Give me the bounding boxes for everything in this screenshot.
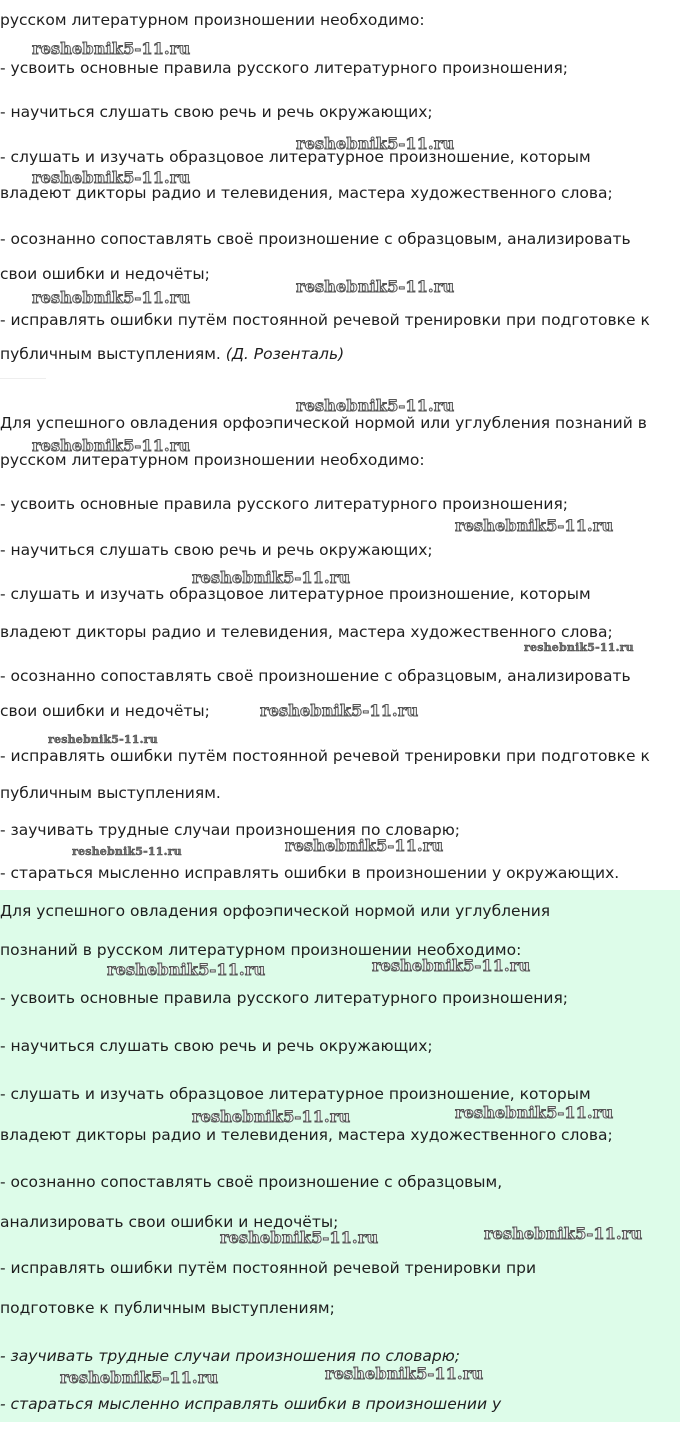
text-line: владеют дикторы радио и телевидения, мастера художественного слова;: [0, 623, 613, 641]
watermark: reshebnik5-11.ru: [524, 641, 634, 654]
source-citation: (Д. Розенталь): [225, 345, 345, 363]
watermark: reshebnik5-11.ru: [484, 1224, 643, 1243]
text-line: - усвоить основные правила русского литературного произношения;: [0, 989, 569, 1007]
text-line: - осознанно сопоставлять своё произношение с образцовым, анализировать: [0, 230, 631, 248]
text-line: - осознанно сопоставлять своё произношение с образцовым,: [0, 1173, 503, 1191]
watermark: reshebnik5-11.ru: [372, 956, 531, 975]
text-line: - исправлять ошибки путём постоянной речевой тренировки при подготовке к: [0, 747, 650, 765]
watermark: reshebnik5-11.ru: [107, 960, 266, 979]
divider: [0, 378, 46, 379]
text-segment: публичным выступлениям.: [0, 345, 221, 363]
text-line: владеют дикторы радио и телевидения, мастера художественного слова;: [0, 1126, 613, 1144]
watermark: reshebnik5-11.ru: [325, 1364, 484, 1383]
text-line: - усвоить основные правила русского литературного произношения;: [0, 59, 569, 77]
watermark: reshebnik5-11.ru: [455, 516, 614, 535]
text-line: познаний в русском литературном произношении необходимо:: [0, 941, 522, 959]
highlighted-block: [0, 890, 680, 1422]
text-line: свои ошибки и недочёты;: [0, 265, 210, 283]
watermark: reshebnik5-11.ru: [48, 733, 158, 746]
text-line: - исправлять ошибки путём постоянной речевой тренировки при подготовке к: [0, 311, 650, 329]
text-line: - научиться слушать свою речь и речь окружающих;: [0, 541, 433, 559]
watermark: reshebnik5-11.ru: [260, 701, 419, 720]
watermark: reshebnik5-11.ru: [32, 168, 191, 187]
text-line: владеют дикторы радио и телевидения, мастера художественного слова;: [0, 184, 613, 202]
text-line: публичным выступлениям.: [0, 784, 221, 802]
watermark: reshebnik5-11.ru: [220, 1228, 379, 1247]
watermark: reshebnik5-11.ru: [72, 845, 182, 858]
watermark: reshebnik5-11.ru: [32, 436, 191, 455]
text-line: - слушать и изучать образцовое литературное произношение, которым: [0, 585, 591, 603]
text-line: - стараться мысленно исправлять ошибки в произношении у окружающих.: [0, 864, 620, 882]
text-line: - заучивать трудные случаи произношения по словарю;: [0, 1347, 461, 1365]
text-line: - стараться мысленно исправлять ошибки в произношении у: [0, 1395, 502, 1413]
text-line: - слушать и изучать образцовое литературное произношение, которым: [0, 148, 591, 166]
watermark: reshebnik5-11.ru: [296, 134, 455, 153]
watermark: reshebnik5-11.ru: [192, 1107, 351, 1126]
text-line: - научиться слушать свою речь и речь окружающих;: [0, 103, 433, 121]
text-line: [0, 344, 344, 364]
text-line: свои ошибки и недочёты;: [0, 702, 210, 720]
text-line: русском литературном произношении необходимо:: [0, 451, 425, 469]
text-line: подготовке к публичным выступлениям;: [0, 1299, 335, 1317]
text-line: Для успешного овладения орфоэпической нормой или углубления: [0, 902, 551, 920]
text-line: - научиться слушать свою речь и речь окружающих;: [0, 1037, 433, 1055]
text-line: русском литературном произношении необходимо:: [0, 11, 425, 29]
watermark: reshebnik5-11.ru: [32, 288, 191, 307]
watermark: reshebnik5-11.ru: [192, 568, 351, 587]
text-line: - усвоить основные правила русского литературного произношения;: [0, 495, 569, 513]
text-line: - исправлять ошибки путём постоянной речевой тренировки при: [0, 1259, 537, 1277]
text-line: - заучивать трудные случаи произношения по словарю;: [0, 821, 461, 839]
watermark: reshebnik5-11.ru: [296, 396, 455, 415]
text-line: Для успешного овладения орфоэпической нормой или углубления познаний в: [0, 414, 647, 432]
text-line: - слушать и изучать образцовое литературное произношение, которым: [0, 1085, 591, 1103]
watermark: reshebnik5-11.ru: [296, 277, 455, 296]
text-line: анализировать свои ошибки и недочёты;: [0, 1213, 339, 1231]
watermark: reshebnik5-11.ru: [455, 1103, 614, 1122]
watermark: reshebnik5-11.ru: [285, 836, 444, 855]
watermark: reshebnik5-11.ru: [32, 39, 191, 58]
watermark: reshebnik5-11.ru: [60, 1368, 219, 1387]
text-line: - осознанно сопоставлять своё произношение с образцовым, анализировать: [0, 667, 631, 685]
